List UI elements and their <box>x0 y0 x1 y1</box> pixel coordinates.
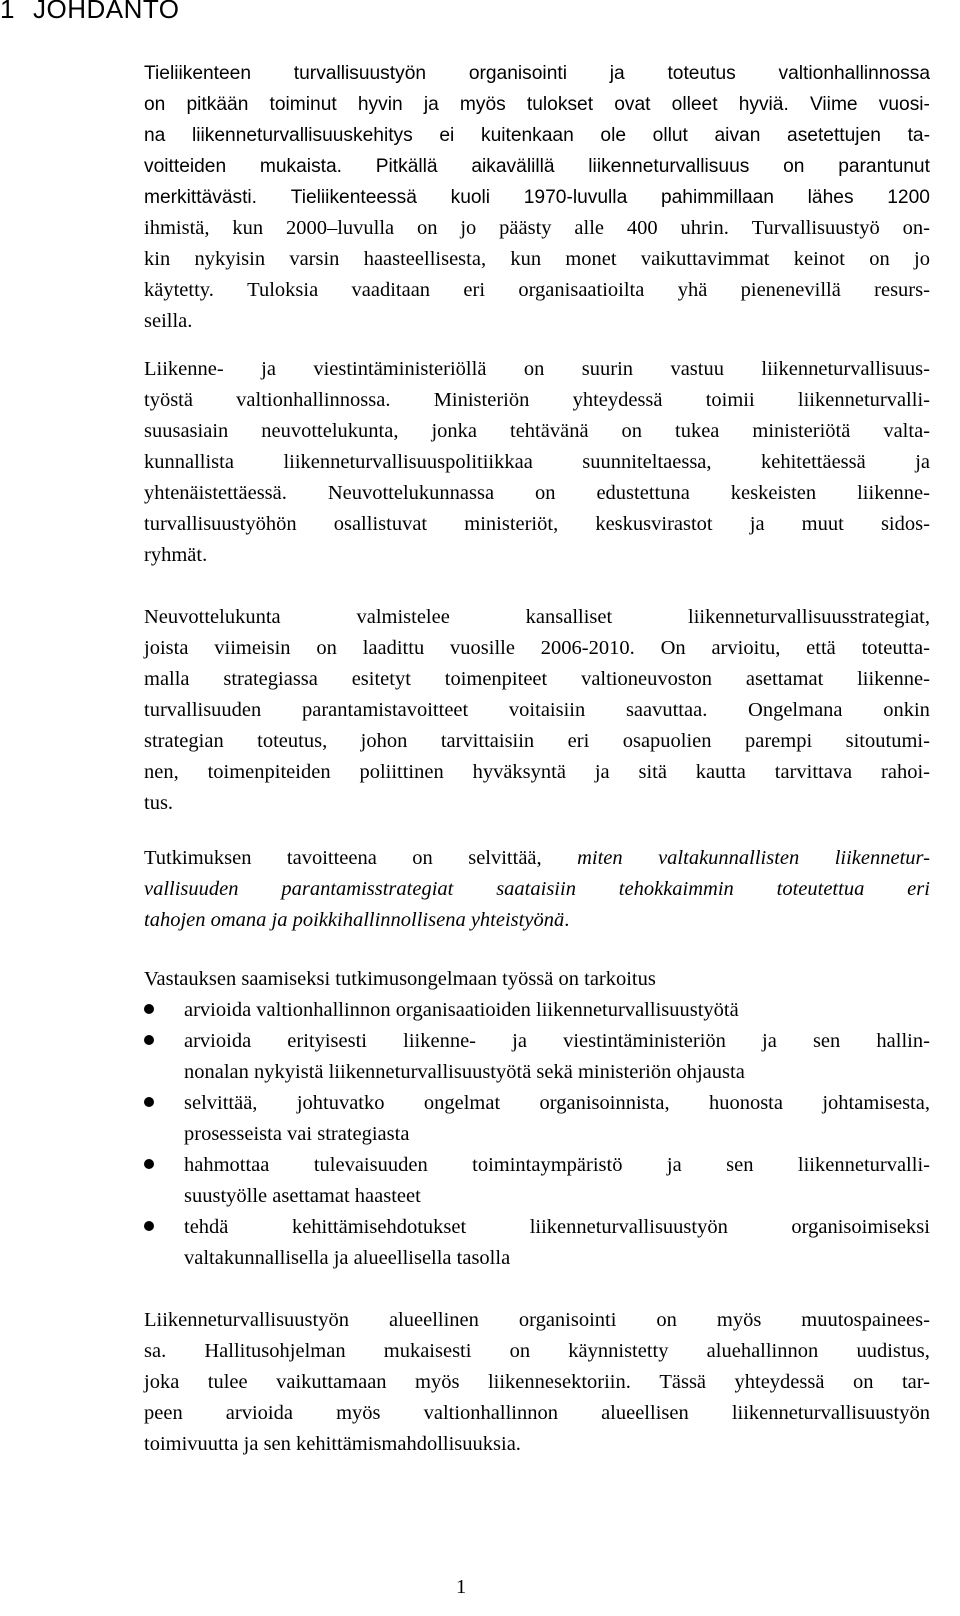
word: 1970-luvulla <box>523 187 628 208</box>
bullet-dot-icon <box>144 1159 154 1169</box>
word: hyvin <box>357 94 403 115</box>
text-line <box>184 1026 930 1057</box>
word: miten <box>577 847 623 869</box>
text-line: valtakunnallisella ja alueellisella tasolla <box>184 1247 511 1269</box>
word: liikenne- <box>857 482 930 504</box>
word: 2000–luvulla <box>285 217 395 239</box>
word: turvallisuustyöhön <box>144 513 297 535</box>
word: na <box>144 125 166 146</box>
word: kehittämisehdotukset <box>291 1216 467 1238</box>
word: tulevaisuuden <box>313 1154 428 1176</box>
word: Viime <box>809 94 858 115</box>
word: joista <box>144 637 189 659</box>
word: Ministeriön <box>433 389 530 411</box>
word: nen, <box>144 761 179 783</box>
word: ja <box>609 63 625 84</box>
word: ollut <box>652 125 688 146</box>
word: resurs- <box>874 279 930 301</box>
word: jo <box>460 217 477 239</box>
word: Hallitusohjelman <box>204 1340 346 1362</box>
word: osallistuvat <box>333 513 428 535</box>
word: valta- <box>883 420 930 442</box>
word: arvioida <box>184 1030 252 1052</box>
word: tehokkaimmin <box>618 878 734 900</box>
word: alle <box>574 217 604 239</box>
word: pitkään <box>186 94 249 115</box>
word: ja <box>512 1030 527 1052</box>
word: kuitenkaan <box>480 125 574 146</box>
word: sen <box>726 1154 754 1176</box>
word: valtionhallinnossa <box>778 63 930 84</box>
word: uhrin. <box>680 217 729 239</box>
word: kautta <box>695 761 746 783</box>
word: Neuvottelukunnassa <box>327 482 495 504</box>
word: muut <box>801 513 844 535</box>
word: viestintäministeriöllä <box>313 358 487 380</box>
word: on <box>316 637 337 659</box>
text-line <box>144 306 930 337</box>
word: uudistus, <box>856 1340 930 1362</box>
text-line <box>144 905 930 936</box>
word: toiminut <box>269 94 337 115</box>
word: on <box>412 847 433 869</box>
word: eri <box>567 730 590 752</box>
word: yhteydessä <box>734 1371 825 1393</box>
word: organisointi <box>518 1309 617 1331</box>
word: vaaditaan <box>351 279 431 301</box>
section-heading <box>0 0 180 25</box>
word: 1200 <box>887 187 930 208</box>
bullet-dot-icon <box>144 1035 154 1045</box>
word: on <box>523 358 545 380</box>
word: ja <box>666 1154 682 1176</box>
word: liikenneturvallisuustyön <box>731 1402 930 1424</box>
text-line <box>144 354 930 385</box>
bullet-text <box>184 1026 930 1088</box>
word: suurin <box>581 358 634 380</box>
word: organisointi <box>468 63 567 84</box>
word: onkin <box>883 699 930 721</box>
bullet-dot-icon <box>144 1004 154 1014</box>
word: johtamisesta, <box>822 1092 930 1114</box>
word: on <box>144 94 166 115</box>
paragraph-objective <box>144 843 930 936</box>
text-line <box>144 447 930 478</box>
text-line: prosesseista vai strategiasta <box>184 1123 410 1145</box>
word: kuoli <box>450 187 491 208</box>
word: aluehallinnon <box>706 1340 819 1362</box>
word: keskeisten <box>730 482 817 504</box>
word: liikenneturvalli- <box>797 389 930 411</box>
word: Neuvottelukunta <box>144 606 281 628</box>
text-line <box>184 1212 930 1243</box>
word: voitaisiin <box>508 699 586 721</box>
word: yhteydessä <box>572 389 663 411</box>
word: Tutkimuksen <box>144 847 252 869</box>
word: pahimmillaan <box>660 187 774 208</box>
word: tarvittaisiin <box>440 730 535 752</box>
word: Ongelmana <box>748 699 843 721</box>
word: varsin <box>289 248 340 270</box>
word: asetettujen <box>787 125 881 146</box>
word: ja <box>423 94 439 115</box>
word: tehtävänä <box>510 420 589 442</box>
word: neuvottelukunta, <box>261 420 399 442</box>
text-line <box>144 664 930 695</box>
word: päästy <box>499 217 552 239</box>
word: liikennetur- <box>834 847 930 869</box>
word: tar- <box>901 1371 930 1393</box>
word: hyväksyntä <box>472 761 566 783</box>
word: sitoutumi- <box>845 730 930 752</box>
word: tukea <box>675 420 720 442</box>
word: 2006-2010. <box>540 637 635 659</box>
word: On <box>660 637 686 659</box>
word: monet <box>565 248 617 270</box>
text-line <box>144 540 930 571</box>
text-line <box>144 1367 930 1398</box>
word: liikennesektoriin. <box>487 1371 631 1393</box>
word: aikavälillä <box>471 156 555 177</box>
text-line <box>144 213 930 244</box>
word: liikenneturvalli- <box>797 1154 930 1176</box>
word: yhä <box>677 279 708 301</box>
word: on <box>852 1371 874 1393</box>
word: laadittu <box>362 637 425 659</box>
text-line <box>144 1336 930 1367</box>
word: on <box>621 420 643 442</box>
word: poliittinen <box>359 761 444 783</box>
word: parantamisstrategiat <box>281 878 454 900</box>
text-line <box>144 757 930 788</box>
text-line <box>144 602 930 633</box>
word: myös <box>415 1371 460 1393</box>
text-line <box>144 788 930 819</box>
word: vuosille <box>450 637 515 659</box>
word: kansalliset <box>525 606 613 628</box>
word: muutospainees- <box>801 1309 930 1331</box>
word: toteutus <box>667 63 736 84</box>
word: kunnallista <box>144 451 234 473</box>
text-line: nonalan nykyistä liikenneturvallisuustyötä sekä ministeriön ohjausta <box>184 1061 745 1083</box>
word: Tieliikenteessä <box>290 187 417 208</box>
word: Turvallisuustyö <box>751 217 880 239</box>
word: keskusvirastot <box>595 513 713 535</box>
word: ovat <box>614 94 651 115</box>
text-line <box>144 182 930 213</box>
word: selvittää, <box>184 1092 258 1114</box>
word: voitteiden <box>144 156 227 177</box>
word: vastuu <box>670 358 724 380</box>
word: tehdä <box>184 1216 229 1238</box>
text-line <box>144 385 930 416</box>
bullet-dot-icon <box>144 1221 154 1231</box>
word: ministeriöt, <box>464 513 559 535</box>
paragraph-strategy <box>144 602 930 819</box>
objective-italic-text-3: tahojen omana ja poikkihallinnollisena yhteistyönä <box>144 909 565 931</box>
word: parempi <box>745 730 813 752</box>
line-text: tus. <box>144 792 174 814</box>
word: valmistelee <box>356 606 450 628</box>
word: viimeisin <box>214 637 291 659</box>
word: ei <box>439 125 455 146</box>
text-line <box>144 58 930 89</box>
word: kehitettäessä <box>761 451 866 473</box>
word: nykyisin <box>194 248 266 270</box>
word: turvallisuustyön <box>293 63 427 84</box>
word: strategiassa <box>223 668 318 690</box>
word: peen <box>144 1402 183 1424</box>
word: ja <box>915 451 930 473</box>
word: tulee <box>207 1371 248 1393</box>
word: valtionhallinnossa. <box>236 389 391 411</box>
word: lähes <box>807 187 854 208</box>
text-line <box>144 275 930 306</box>
paragraph-intro <box>144 58 930 337</box>
paragraph-regional <box>144 1305 930 1460</box>
word: suunniteltaessa, <box>582 451 712 473</box>
text-line <box>144 509 930 540</box>
line-text: ryhmät. <box>144 544 208 566</box>
word: vaikuttavimmat <box>640 248 770 270</box>
text-line <box>144 151 930 182</box>
word: Liikenneturvallisuustyön <box>144 1309 349 1331</box>
text-line <box>144 244 930 275</box>
word: on <box>417 217 438 239</box>
word: haasteellisesta, <box>363 248 487 270</box>
word: osapuolien <box>622 730 712 752</box>
text-line <box>144 1429 930 1460</box>
word: joka <box>144 1371 180 1393</box>
word: keinot <box>793 248 845 270</box>
word: on <box>783 156 805 177</box>
word: valtionhallinnon <box>423 1402 558 1424</box>
word: selvittää, <box>468 847 542 869</box>
word: olleet <box>671 94 718 115</box>
word: on- <box>902 217 930 239</box>
word: johon <box>360 730 408 752</box>
word: toimintaympäristö <box>472 1154 623 1176</box>
word: 400 <box>626 217 658 239</box>
word: asettamat <box>745 668 824 690</box>
word: esitetyt <box>351 668 411 690</box>
word: liikenneturvallisuus- <box>761 358 930 380</box>
word: liikenneturvallisuusstrategiat, <box>688 606 930 628</box>
word: sidos- <box>880 513 930 535</box>
word: arvioida <box>225 1402 293 1424</box>
word: johtuvatko <box>296 1092 385 1114</box>
bullet-text <box>184 995 930 1026</box>
text-line <box>184 1088 930 1119</box>
word: suusasiain <box>144 420 229 442</box>
word: saavuttaa. <box>625 699 708 721</box>
word: myös <box>336 1402 381 1424</box>
word: on <box>656 1309 677 1331</box>
word: liikenneturvallisuustyön <box>529 1216 728 1238</box>
word: mukaista. <box>259 156 342 177</box>
word: on <box>509 1340 531 1362</box>
text-line <box>144 874 930 905</box>
word: jo <box>914 248 930 270</box>
word: mukaisesti <box>383 1340 472 1362</box>
text-line <box>144 726 930 757</box>
word: merkittävästi. <box>144 187 258 208</box>
bullet-text <box>184 1212 930 1274</box>
bullet-text <box>184 1150 930 1212</box>
word: että <box>806 637 836 659</box>
word: tulokset <box>526 94 594 115</box>
word: parantunut <box>838 156 930 177</box>
purpose-intro: Vastauksen saamiseksi tutkimusongelmaan työssä on tarkoitus <box>144 968 656 990</box>
text-line: suustyölle asettamat haasteet <box>184 1185 421 1207</box>
word: hyviä. <box>738 94 789 115</box>
word: valtioneuvoston <box>581 668 713 690</box>
word: Pitkällä <box>375 156 438 177</box>
word: erityisesti <box>287 1030 368 1052</box>
word: ministeriötä <box>752 420 851 442</box>
word: kun <box>510 248 542 270</box>
word: toteutus, <box>257 730 328 752</box>
word: vuosi- <box>878 94 930 115</box>
word: parantamistavoitteet <box>302 699 469 721</box>
text-line <box>144 1305 930 1336</box>
word: tarvittava <box>774 761 853 783</box>
word: ongelmat <box>423 1092 501 1114</box>
word: aivan <box>714 125 761 146</box>
word: liikenne- <box>857 668 930 690</box>
word: myös <box>716 1309 762 1331</box>
text-line <box>144 843 930 874</box>
word: toimenpiteiden <box>207 761 331 783</box>
word: toimenpiteet <box>444 668 548 690</box>
word: alueellisen <box>601 1402 689 1424</box>
word: yhtenäistettäessä. <box>144 482 287 504</box>
word: ja <box>261 358 276 380</box>
word: ja <box>762 1030 777 1052</box>
bullet-text <box>184 1088 930 1150</box>
text-line <box>144 120 930 151</box>
text-line <box>184 1150 930 1181</box>
word: ihmistä, <box>144 217 210 239</box>
word: huonosta <box>708 1092 783 1114</box>
text-line <box>144 695 930 726</box>
word: alueellinen <box>388 1309 479 1331</box>
line-text: seilla. <box>144 310 193 332</box>
word: vallisuuden <box>144 878 239 900</box>
word: organisoinnista, <box>539 1092 670 1114</box>
word: turvallisuuden <box>144 699 262 721</box>
word: hahmottaa <box>184 1154 270 1176</box>
word: käytetty. <box>144 279 214 301</box>
word: ole <box>600 125 627 146</box>
word: ta- <box>907 125 930 146</box>
word: tavoitteena <box>286 847 377 869</box>
word: sitä <box>638 761 667 783</box>
word: käynnistetty <box>568 1340 669 1362</box>
word: toimii <box>705 389 755 411</box>
word: on <box>535 482 556 504</box>
line-text: toimivuutta ja sen kehittämismahdollisuuksia. <box>144 1433 521 1455</box>
bullet-dot-icon <box>144 1097 154 1107</box>
word: Tässä <box>659 1371 707 1393</box>
word: eri <box>907 878 930 900</box>
text-line <box>144 89 930 120</box>
paragraph-ministry <box>144 354 930 571</box>
word: eri <box>463 279 486 301</box>
word: malla <box>144 668 190 690</box>
text-line: arvioida valtionhallinnon organisaatioiden liikenneturvallisuustyötä <box>184 999 739 1021</box>
word: rahoi- <box>881 761 930 783</box>
word: kin <box>144 248 171 270</box>
word: ja <box>749 513 765 535</box>
word: toteutta- <box>861 637 930 659</box>
word: myös <box>459 94 506 115</box>
word: liikenne- <box>403 1030 477 1052</box>
text-line <box>144 478 930 509</box>
word: organisoimiseksi <box>791 1216 930 1238</box>
page-number: 1 <box>456 1576 467 1598</box>
section-number: 1 <box>0 0 15 24</box>
word: Liikenne- <box>144 358 224 380</box>
objective-end-period: . <box>564 909 570 931</box>
word: kun <box>232 217 264 239</box>
word: jonka <box>431 420 478 442</box>
word: arvioitu, <box>711 637 781 659</box>
word: organisaatioilta <box>518 279 645 301</box>
word: Tieliikenteen <box>144 63 252 84</box>
word: liikenneturvallisuus <box>588 156 750 177</box>
word: liikenneturvallisuuskehitys <box>191 125 413 146</box>
word: Tuloksia <box>247 279 319 301</box>
word: edustettuna <box>596 482 690 504</box>
word: työstä <box>144 389 193 411</box>
word: sen <box>812 1030 841 1052</box>
word: sa. <box>144 1340 167 1362</box>
text-line <box>144 416 930 447</box>
word: valtakunnallisten <box>658 847 800 869</box>
word: strategian <box>144 730 224 752</box>
word: toteutettua <box>776 878 865 900</box>
paragraph-purpose <box>144 964 930 995</box>
text-line <box>144 1398 930 1429</box>
word: vaikuttamaan <box>276 1371 387 1393</box>
section-title: JOHDANTO <box>32 0 180 24</box>
word: hallin- <box>876 1030 930 1052</box>
text-line <box>144 633 930 664</box>
word: liikenneturvallisuuspolitiikkaa <box>283 451 533 473</box>
word: saataisiin <box>496 878 576 900</box>
word: pienenevillä <box>740 279 841 301</box>
word: ja <box>594 761 610 783</box>
word: on <box>869 248 890 270</box>
word: viestintäministeriön <box>563 1030 726 1052</box>
